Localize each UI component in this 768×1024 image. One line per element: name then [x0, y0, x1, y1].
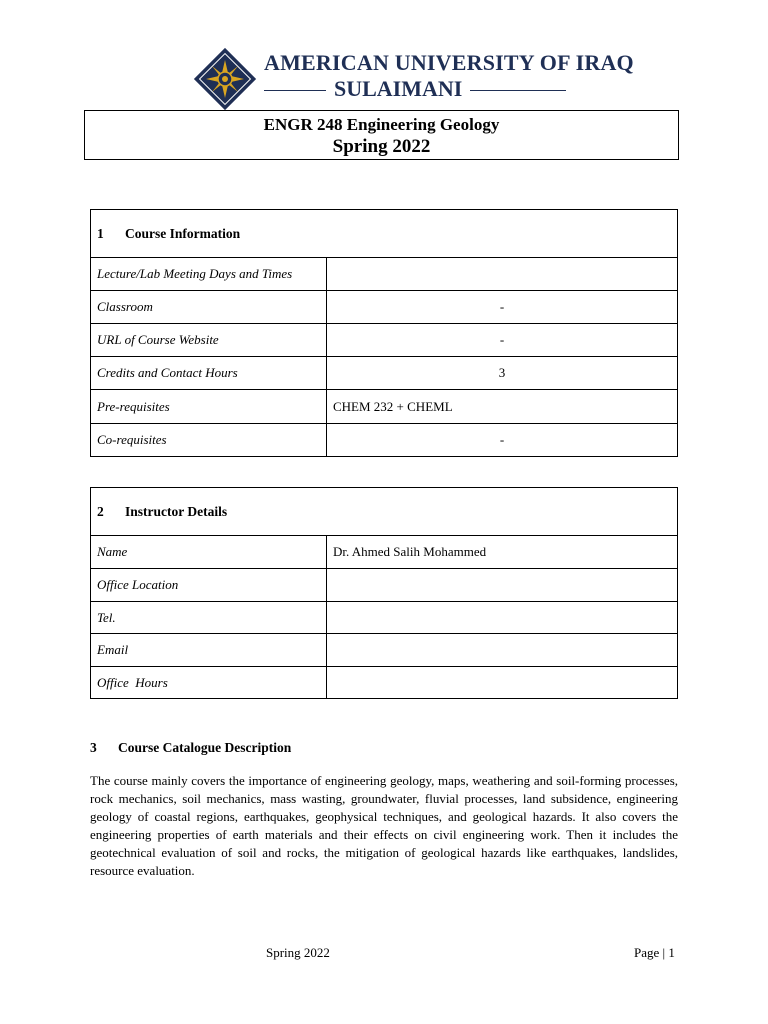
section-heading	[91, 210, 678, 258]
row-label: Credits and Contact Hours	[91, 357, 327, 390]
row-label: URL of Course Website	[91, 324, 327, 357]
section-heading	[91, 488, 678, 536]
row-value: -	[327, 324, 678, 357]
section-title: Instructor Details	[125, 503, 228, 519]
row-value: Dr. Ahmed Salih Mohammed	[327, 536, 678, 569]
section-number: 3	[90, 740, 97, 755]
table-header-row	[91, 210, 678, 258]
row-value: -	[327, 424, 678, 457]
row-label: Office Location	[91, 569, 327, 602]
row-value	[327, 569, 678, 602]
section-number: 2	[97, 503, 104, 519]
table-row	[91, 390, 678, 424]
divider	[470, 90, 566, 91]
row-label: Tel.	[91, 602, 327, 634]
row-label: Office Hours	[91, 667, 327, 699]
table-row	[91, 569, 678, 602]
course-title: ENGR 248 Engineering Geology	[263, 115, 500, 134]
row-value	[327, 667, 678, 699]
row-label: Classroom	[91, 291, 327, 324]
section-title: Course Catalogue Description	[118, 740, 292, 755]
row-value: CHEM 232 + CHEML	[327, 390, 678, 424]
page-number: Page | 1	[634, 945, 675, 960]
row-label: Lecture/Lab Meeting Days and Times	[91, 258, 327, 291]
divider	[264, 90, 326, 91]
table-row	[91, 667, 678, 699]
course-information-table	[90, 209, 678, 457]
section-title: Course Information	[125, 225, 241, 241]
row-label: Email	[91, 634, 327, 667]
university-name-sulaimani: SULAIMANI	[334, 76, 463, 101]
course-title-box	[84, 110, 679, 160]
catalogue-description: The course mainly covers the importance of engineering geology, maps, weathering and soil-forming processes, rock mechanics, soil mechanics, mass wasting, groundwater, fluvial processes, land subsidence, engineering geology of coastal regions, earthquakes, geophysical techniques, and geological hazards. It also covers the engineering properties of earth materials and their effects on civil engineering work. Then it includes the geotechnical evaluation of soil and rocks, the mitigation of geological hazards like earthquakes, landslides, resource evaluation.	[90, 773, 678, 878]
instructor-details-table	[90, 487, 678, 699]
row-value	[327, 634, 678, 667]
table-row	[91, 634, 678, 667]
section-number: 1	[97, 225, 104, 241]
row-value	[327, 602, 678, 634]
row-label: Name	[91, 536, 327, 569]
row-label: Pre-requisites	[91, 390, 327, 424]
footer-term: Spring 2022	[266, 945, 330, 960]
table-row	[91, 291, 678, 324]
row-value: -	[327, 291, 678, 324]
row-label: Co-requisites	[91, 424, 327, 457]
table-row	[91, 258, 678, 291]
table-row	[91, 424, 678, 457]
catalogue-heading	[90, 740, 291, 756]
table-row	[91, 602, 678, 634]
table-row	[91, 357, 678, 390]
university-name-line2	[264, 76, 580, 102]
table-row	[91, 536, 678, 569]
row-value	[327, 258, 678, 291]
row-value: 3	[327, 357, 678, 390]
aus-star-seal-icon	[192, 46, 258, 112]
table-header-row	[91, 488, 678, 536]
university-name-line1: AMERICAN UNIVERSITY OF IRAQ	[264, 50, 634, 75]
table-row	[91, 324, 678, 357]
course-term: Spring 2022	[332, 136, 431, 157]
